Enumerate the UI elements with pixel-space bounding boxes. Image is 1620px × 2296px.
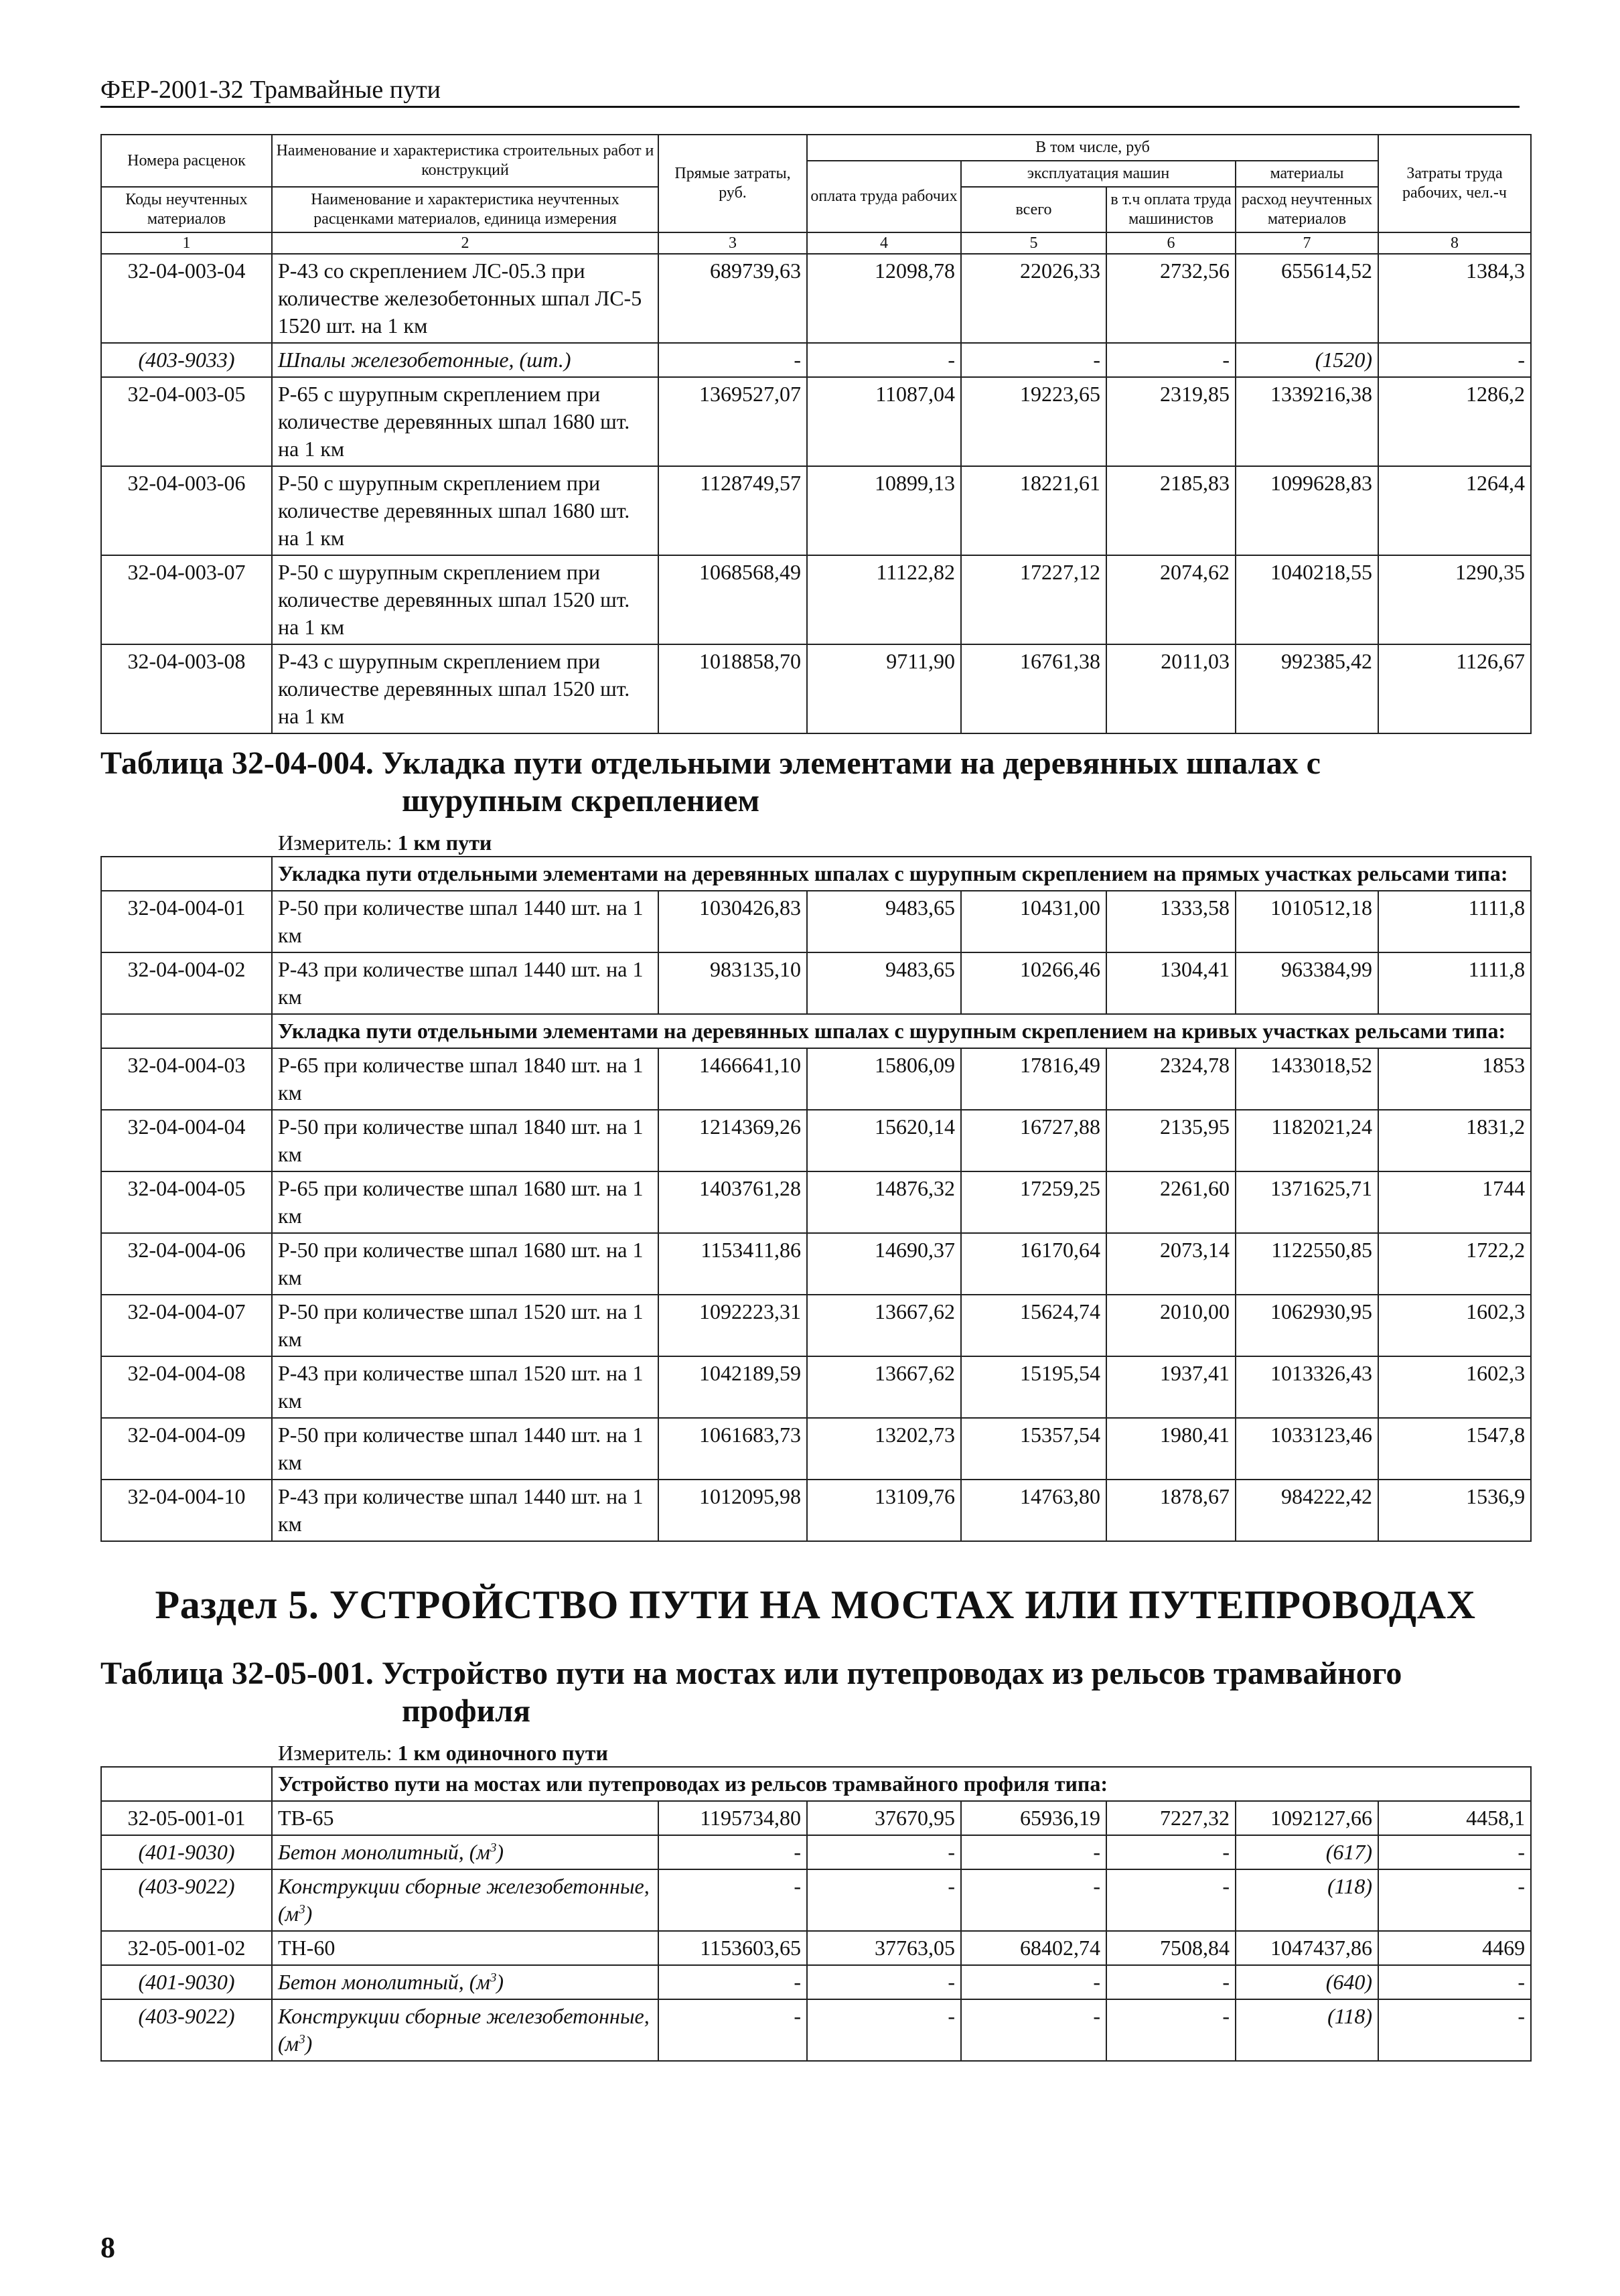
work-name: Р-50 с шурупным скреплением при количестве деревянных шпал 1520 шт. на 1 км (272, 555, 658, 644)
material-code: (401-9030) (101, 1835, 272, 1869)
labor-hours: 1264,4 (1378, 466, 1531, 555)
labor-pay: 37670,95 (807, 1801, 961, 1835)
table-row (101, 1356, 1531, 1418)
machine-total: 17259,25 (961, 1171, 1106, 1233)
machine-total: 10431,00 (961, 891, 1106, 952)
header-labor-pay: оплата труда рабочих (807, 161, 961, 232)
labor-hours: 1602,3 (1378, 1356, 1531, 1418)
machine-total: 22026,33 (961, 254, 1106, 343)
work-name: ТН-60 (272, 1931, 658, 1965)
machine-operators: 2261,60 (1106, 1171, 1236, 1233)
header-materials-expense: расход неучтенных материалов (1236, 187, 1378, 232)
table-row (101, 1233, 1531, 1295)
col-number: 3 (658, 232, 807, 254)
work-name: Р-43 со скреплением ЛС-05.3 при количестве железобетонных шпал ЛС-5 1520 шт. на 1 км (272, 254, 658, 343)
labor-pay: - (807, 1835, 961, 1869)
material-code: (401-9030) (101, 1965, 272, 1999)
rate-code: 32-05-001-01 (101, 1801, 272, 1835)
machine-total: 19223,65 (961, 377, 1106, 466)
work-name: Р-50 с шурупным скреплением при количестве деревянных шпал 1680 шт. на 1 км (272, 466, 658, 555)
header-machine-total: всего (961, 187, 1106, 232)
rate-code: 32-04-003-08 (101, 644, 272, 733)
machine-total: 16170,64 (961, 1233, 1106, 1295)
direct-costs: 1153603,65 (658, 1931, 807, 1965)
rate-code: 32-04-003-06 (101, 466, 272, 555)
col-number: 4 (807, 232, 961, 254)
column-header-block (101, 135, 1531, 254)
machine-operators: 1333,58 (1106, 891, 1236, 952)
machine-total: 68402,74 (961, 1931, 1106, 1965)
machine-total: 17227,12 (961, 555, 1106, 644)
labor-hours: - (1378, 1965, 1531, 1999)
rate-code: 32-04-004-02 (101, 952, 272, 1014)
page-frame (100, 134, 1530, 2062)
labor-hours: 1547,8 (1378, 1418, 1531, 1480)
machine-total: - (961, 1835, 1106, 1869)
rate-code: 32-04-004-05 (101, 1171, 272, 1233)
page-header-title: ФЕР-2001-32 Трамвайные пути (100, 76, 441, 104)
machine-operators: 1980,41 (1106, 1418, 1236, 1480)
direct-costs: 1153411,86 (658, 1233, 807, 1295)
labor-pay: 10899,13 (807, 466, 961, 555)
material-name: Конструкции сборные железобетонные, $(м^3)$ (272, 1869, 658, 1931)
materials: 1182021,24 (1236, 1110, 1378, 1171)
labor-hours: - (1378, 343, 1531, 377)
header-material-name: Наименование и характеристика неучтенных расценками материалов, единица измерения (272, 187, 658, 232)
machine-total: 65936,19 (961, 1801, 1106, 1835)
materials: 1047437,86 (1236, 1931, 1378, 1965)
direct-costs: - (658, 1869, 807, 1931)
group-heading-row (101, 1767, 1531, 1801)
machine-operators: - (1106, 1835, 1236, 1869)
direct-costs: - (658, 1965, 807, 1999)
materials: 1122550,85 (1236, 1233, 1378, 1295)
material-row (101, 343, 1531, 377)
table-row (101, 377, 1531, 466)
machine-total: 15624,74 (961, 1295, 1106, 1356)
labor-pay: 9483,65 (807, 952, 961, 1014)
materials: 1033123,46 (1236, 1418, 1378, 1480)
machine-total: 17816,49 (961, 1048, 1106, 1110)
work-name: Р-50 при количестве шпал 1440 шт. на 1 км (272, 1418, 658, 1480)
table-row (101, 1418, 1531, 1480)
work-name: Р-43 с шурупным скреплением при количестве деревянных шпал 1520 шт. на 1 км (272, 644, 658, 733)
rate-code: 32-05-001-02 (101, 1931, 272, 1965)
machine-total: 14763,80 (961, 1480, 1106, 1541)
work-name: Р-43 при количестве шпал 1520 шт. на 1 км (272, 1356, 658, 1418)
material-name: Шпалы железобетонные, (шт.) (272, 343, 658, 377)
col-number: 2 (272, 232, 658, 254)
table-004-unit (278, 829, 1530, 856)
table-row (101, 1931, 1531, 1965)
work-name: ТВ-65 (272, 1801, 658, 1835)
work-name: Р-50 при количестве шпал 1840 шт. на 1 км (272, 1110, 658, 1171)
col-number: 8 (1378, 232, 1531, 254)
header-machine-group: эксплуатация машин (961, 161, 1236, 187)
work-name: Р-50 при количестве шпал 1680 шт. на 1 км (272, 1233, 658, 1295)
table-row (101, 1110, 1531, 1171)
col-number: 7 (1236, 232, 1378, 254)
table-004-title (100, 745, 1530, 820)
labor-pay: 9483,65 (807, 891, 961, 952)
page-number: 8 (100, 2231, 115, 2264)
direct-costs: 1128749,57 (658, 466, 807, 555)
group-heading-row (101, 857, 1531, 891)
direct-costs: 1092223,31 (658, 1295, 807, 1356)
material-name-text: Конструкции сборные железобетонные, (м (278, 1874, 650, 1926)
machine-operators: 2010,00 (1106, 1295, 1236, 1356)
materials: (617) (1236, 1835, 1378, 1869)
rate-code: 32-04-004-10 (101, 1480, 272, 1541)
direct-costs: - (658, 1999, 807, 2061)
unit-label: Измеритель: (278, 831, 392, 855)
col-number: 1 (101, 232, 272, 254)
rates-table-003 (100, 134, 1532, 734)
rates-table-005 (100, 1766, 1532, 2062)
labor-pay: - (807, 1965, 961, 1999)
group-heading: Укладка пути отдельными элементами на деревянных шпалах с шурупным скреплением на прямых участках рельсами типа: (272, 857, 1531, 891)
machine-operators: 2324,78 (1106, 1048, 1236, 1110)
direct-costs: 983135,10 (658, 952, 807, 1014)
work-name: Р-43 при количестве шпал 1440 шт. на 1 км (272, 952, 658, 1014)
machine-operators: 2073,14 (1106, 1233, 1236, 1295)
materials: 1013326,43 (1236, 1356, 1378, 1418)
group-heading: Укладка пути отдельными элементами на деревянных шпалах с шурупным скреплением на кривых участках рельсами типа: (272, 1014, 1531, 1048)
work-name: Р-43 при количестве шпал 1440 шт. на 1 км (272, 1480, 658, 1541)
labor-pay: 13667,62 (807, 1295, 961, 1356)
machine-operators: - (1106, 1965, 1236, 1999)
header-labor-costs: Затраты труда рабочих, чел.-ч (1378, 135, 1531, 232)
material-row (101, 1835, 1531, 1869)
direct-costs: 1061683,73 (658, 1418, 807, 1480)
table-row (101, 555, 1531, 644)
labor-hours: 1126,67 (1378, 644, 1531, 733)
machine-total: 18221,61 (961, 466, 1106, 555)
col-number: 6 (1106, 232, 1236, 254)
material-name: Бетон монолитный, $(м^3)$ (272, 1835, 658, 1869)
material-code: (403-9022) (101, 1869, 272, 1931)
materials: (118) (1236, 1869, 1378, 1931)
rate-code: 32-04-004-07 (101, 1295, 272, 1356)
table-row (101, 1295, 1531, 1356)
material-name-text: Бетон монолитный, (м (278, 1970, 490, 1994)
machine-operators: 2732,56 (1106, 254, 1236, 343)
labor-pay: 37763,05 (807, 1931, 961, 1965)
machine-operators: - (1106, 1999, 1236, 2061)
table-row (101, 1480, 1531, 1541)
labor-hours: 4458,1 (1378, 1801, 1531, 1835)
labor-pay: 13202,73 (807, 1418, 961, 1480)
materials: (1520) (1236, 343, 1378, 377)
unit-label: Измеритель: (278, 1741, 392, 1765)
direct-costs: 1042189,59 (658, 1356, 807, 1418)
materials: 1099628,83 (1236, 466, 1378, 555)
materials: 1010512,18 (1236, 891, 1378, 952)
labor-pay: 11122,82 (807, 555, 961, 644)
rates-table-004 (100, 856, 1532, 1542)
table-005-unit (278, 1739, 1530, 1766)
machine-operators: 1878,67 (1106, 1480, 1236, 1541)
unit-value: 1 км одиночного пути (397, 1741, 608, 1765)
materials: 992385,42 (1236, 644, 1378, 733)
materials: (118) (1236, 1999, 1378, 2061)
machine-total: 15357,54 (961, 1418, 1106, 1480)
material-name: Конструкции сборные железобетонные, $(м^3)$ (272, 1999, 658, 2061)
material-name-text: Конструкции сборные железобетонные, (м (278, 2004, 650, 2056)
direct-costs: 1466641,10 (658, 1048, 807, 1110)
table-row (101, 952, 1531, 1014)
direct-costs: 689739,63 (658, 254, 807, 343)
labor-pay: - (807, 1869, 961, 1931)
column-number-row (101, 232, 1531, 254)
direct-costs: 1018858,70 (658, 644, 807, 733)
labor-hours: 1602,3 (1378, 1295, 1531, 1356)
header-direct-costs: Прямые затраты, руб. (658, 135, 807, 232)
material-name-text: Бетон монолитный, (м (278, 1840, 490, 1864)
machine-operators: 2011,03 (1106, 644, 1236, 733)
header-work-name: Наименование и характеристика строительных работ и конструкций (272, 135, 658, 187)
table-005-title (100, 1655, 1530, 1730)
header-materials-group: материалы (1236, 161, 1378, 187)
rate-code: 32-04-004-09 (101, 1418, 272, 1480)
materials: 1339216,38 (1236, 377, 1378, 466)
header-incl-group: В том числе, руб (807, 135, 1378, 161)
machine-total: 10266,46 (961, 952, 1106, 1014)
table-row (101, 1171, 1531, 1233)
table-004-title-cont: шурупным скреплением (402, 783, 760, 818)
materials: 1040218,55 (1236, 555, 1378, 644)
direct-costs: 1214369,26 (658, 1110, 807, 1171)
work-name: Р-50 при количестве шпал 1520 шт. на 1 км (272, 1295, 658, 1356)
machine-total: - (961, 1965, 1106, 1999)
labor-pay: - (807, 1999, 961, 2061)
machine-operators: 2074,62 (1106, 555, 1236, 644)
machine-total: 16727,88 (961, 1110, 1106, 1171)
table-row (101, 1048, 1531, 1110)
labor-hours: 1384,3 (1378, 254, 1531, 343)
table-row (101, 466, 1531, 555)
labor-hours: 1831,2 (1378, 1110, 1531, 1171)
rate-code: 32-04-003-05 (101, 377, 272, 466)
materials: 655614,52 (1236, 254, 1378, 343)
machine-operators: - (1106, 343, 1236, 377)
col-number: 5 (961, 232, 1106, 254)
machine-operators: 7227,32 (1106, 1801, 1236, 1835)
materials: 1371625,71 (1236, 1171, 1378, 1233)
table-row (101, 644, 1531, 733)
machine-operators: 2319,85 (1106, 377, 1236, 466)
labor-hours: - (1378, 1869, 1531, 1931)
materials: 963384,99 (1236, 952, 1378, 1014)
material-code: (403-9022) (101, 1999, 272, 2061)
labor-hours: 1290,35 (1378, 555, 1531, 644)
labor-pay: 9711,90 (807, 644, 961, 733)
direct-costs: 1030426,83 (658, 891, 807, 952)
table-004-title-main: Таблица 32-04-004. Укладка пути отдельными элементами на деревянных шпалах с (100, 745, 1321, 781)
machine-operators: 7508,84 (1106, 1931, 1236, 1965)
machine-operators: 1304,41 (1106, 952, 1236, 1014)
material-row (101, 1965, 1531, 1999)
direct-costs: 1403761,28 (658, 1171, 807, 1233)
rate-code: 32-04-004-04 (101, 1110, 272, 1171)
material-name: Бетон монолитный, $(м^3)$ (272, 1965, 658, 1999)
labor-hours: 4469 (1378, 1931, 1531, 1965)
table-row (101, 1801, 1531, 1835)
material-row (101, 1869, 1531, 1931)
labor-hours: 1111,8 (1378, 952, 1531, 1014)
labor-hours: 1853 (1378, 1048, 1531, 1110)
direct-costs: 1195734,80 (658, 1801, 807, 1835)
table-005-title-main: Таблица 32-05-001. Устройство пути на мостах или путепроводах из рельсов трамвайного (100, 1656, 1402, 1691)
material-row (101, 1999, 1531, 2061)
labor-pay: 14876,32 (807, 1171, 961, 1233)
header-machine-operators: в т.ч оплата труда машинистов (1106, 187, 1236, 232)
machine-total: - (961, 343, 1106, 377)
rate-code: 32-04-004-01 (101, 891, 272, 952)
header-rate-number: Номера расценок (101, 135, 272, 187)
direct-costs: 1369527,07 (658, 377, 807, 466)
labor-hours: 1722,2 (1378, 1233, 1531, 1295)
rate-code: 32-04-004-03 (101, 1048, 272, 1110)
table-003-body (101, 254, 1531, 733)
direct-costs: 1068568,49 (658, 555, 807, 644)
labor-hours: 1744 (1378, 1171, 1531, 1233)
unit-value: 1 км пути (397, 831, 492, 855)
machine-total: - (961, 1999, 1106, 2061)
labor-pay: 13667,62 (807, 1356, 961, 1418)
material-code: (403-9033) (101, 343, 272, 377)
rate-code: 32-04-004-08 (101, 1356, 272, 1418)
table-row (101, 891, 1531, 952)
direct-costs: 1012095,98 (658, 1480, 807, 1541)
work-name: Р-65 с шурупным скреплением при количестве деревянных шпал 1680 шт. на 1 км (272, 377, 658, 466)
machine-total: - (961, 1869, 1106, 1931)
work-name: Р-65 при количестве шпал 1680 шт. на 1 км (272, 1171, 658, 1233)
table-005-title-cont: профиля (402, 1693, 531, 1729)
materials: 1092127,66 (1236, 1801, 1378, 1835)
rate-code: 32-04-004-06 (101, 1233, 272, 1295)
materials: 1062930,95 (1236, 1295, 1378, 1356)
direct-costs: - (658, 343, 807, 377)
materials: 984222,42 (1236, 1480, 1378, 1541)
header-rule (100, 106, 1520, 108)
labor-hours: - (1378, 1999, 1531, 2061)
rate-code: 32-04-003-07 (101, 555, 272, 644)
labor-pay: 15806,09 (807, 1048, 961, 1110)
group-heading-row (101, 1014, 1531, 1048)
materials: (640) (1236, 1965, 1378, 1999)
work-name: Р-65 при количестве шпал 1840 шт. на 1 км (272, 1048, 658, 1110)
machine-total: 15195,54 (961, 1356, 1106, 1418)
machine-operators: 1937,41 (1106, 1356, 1236, 1418)
machine-operators: 2135,95 (1106, 1110, 1236, 1171)
labor-hours: 1111,8 (1378, 891, 1531, 952)
direct-costs: - (658, 1835, 807, 1869)
materials: 1433018,52 (1236, 1048, 1378, 1110)
section-5-title: Раздел 5. УСТРОЙСТВО ПУТИ НА МОСТАХ ИЛИ ПУТЕПРОВОДАХ (155, 1583, 1476, 1627)
labor-pay: 11087,04 (807, 377, 961, 466)
machine-total: 16761,38 (961, 644, 1106, 733)
machine-operators: - (1106, 1869, 1236, 1931)
machine-operators: 2185,83 (1106, 466, 1236, 555)
header-rate-codes: Коды неучтенных материалов (101, 187, 272, 232)
labor-hours: 1536,9 (1378, 1480, 1531, 1541)
labor-pay: 13109,76 (807, 1480, 961, 1541)
table-row (101, 254, 1531, 343)
labor-pay: - (807, 343, 961, 377)
labor-hours: 1286,2 (1378, 377, 1531, 466)
work-name: Р-50 при количестве шпал 1440 шт. на 1 км (272, 891, 658, 952)
labor-pay: 12098,78 (807, 254, 961, 343)
rate-code: 32-04-003-04 (101, 254, 272, 343)
labor-hours: - (1378, 1835, 1531, 1869)
group-heading: Устройство пути на мостах или путепроводах из рельсов трамвайного профиля типа: (272, 1767, 1531, 1801)
labor-pay: 15620,14 (807, 1110, 961, 1171)
labor-pay: 14690,37 (807, 1233, 961, 1295)
